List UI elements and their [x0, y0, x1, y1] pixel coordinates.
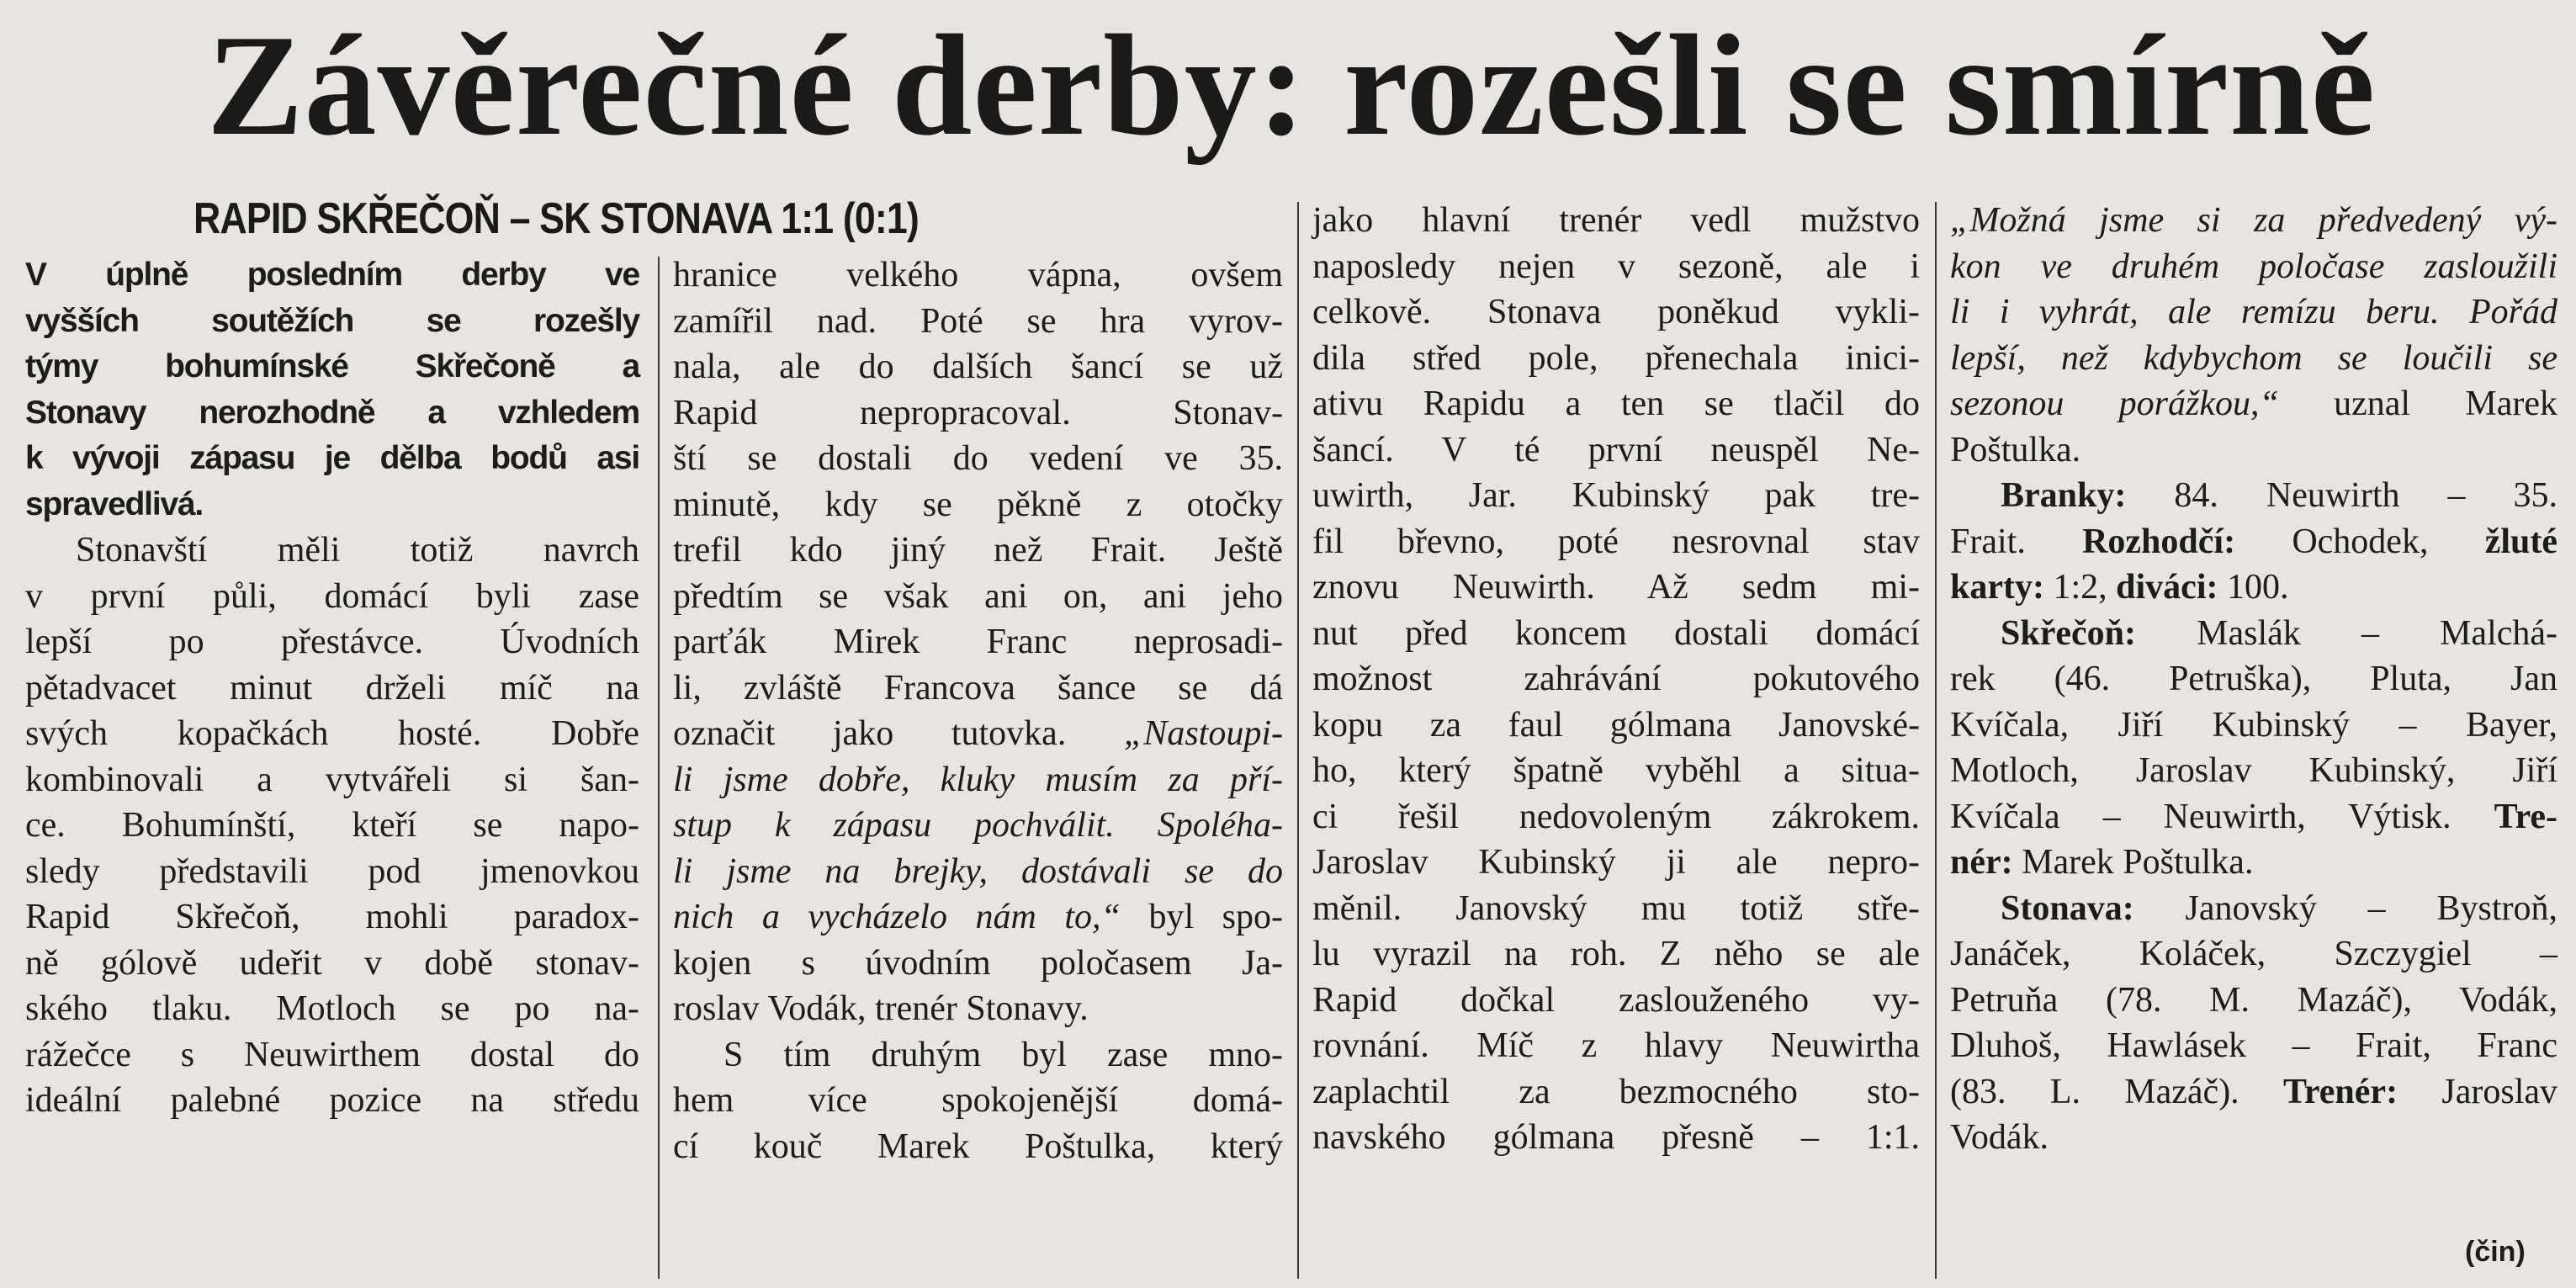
text-line: v první půli, domácí byli zase — [25, 576, 639, 616]
text-line: kombinovali a vytvářeli si šan- — [25, 760, 639, 799]
text-line: možnost zahrávání pokutového — [1312, 660, 1920, 698]
text-line: Dluhoš, Hawlásek – Frait, Franc — [1950, 1026, 2557, 1065]
article-column-2 — [673, 252, 1283, 1169]
text-line: nér: Marek Poštulka. — [1950, 843, 2254, 882]
text-line: parťák Mirek Franc neprosadi- — [673, 623, 1283, 661]
text-line: rovnání. Míč z hlavy Neuwirtha — [1312, 1026, 1920, 1065]
text-line: Petruňa (78. M. Mazáč), Vodák, — [1950, 980, 2557, 1020]
text-line: k vývoji zápasu je dělba bodů asi — [25, 440, 639, 476]
column-rule-3 — [1935, 202, 1937, 1279]
author-byline: (čin) — [2465, 1236, 2526, 1268]
text-line: kojen s úvodním poločasem Ja- — [673, 943, 1283, 983]
text-line: ci řešil nedovoleným zákrokem. — [1312, 797, 1920, 836]
text-line: Kvíčala – Neuwirth, Výtisk. Tre- — [1950, 797, 2558, 836]
text-line: Vodák. — [1950, 1118, 2049, 1157]
text-line: roslav Vodák, trenér Stonavy. — [673, 989, 1089, 1028]
text-line: ce. Bohumínští, kteří se napo- — [25, 806, 639, 845]
text-line: minutě, kdy se pěkně z otočky — [673, 485, 1283, 524]
article-column-3 — [1312, 198, 1920, 1161]
text-line: trefil kdo jiný než Frait. Ještě — [673, 531, 1283, 570]
column-rule-1 — [658, 257, 660, 1279]
text-line: karty: 1:2, diváci: 100. — [1950, 568, 2289, 607]
text-line: lepší po přestávce. Úvodních — [25, 623, 639, 661]
text-line: ského tlaku. Motloch se po na- — [25, 989, 639, 1028]
text-line: šancí. V té první neuspěl Ne- — [1312, 430, 1920, 469]
text-line: dila střed pole, přenechala inici- — [1312, 338, 1920, 378]
text-line: svých kopačkách hosté. Dobře — [25, 714, 639, 753]
text-line: Rapid nepropracoval. Stonav- — [673, 393, 1283, 432]
text-line: navského gólmana přesně – 1:1. — [1312, 1118, 1920, 1157]
article-column-4 — [1950, 198, 2557, 1161]
text-line: rážečce s Neuwirthem dostal do — [25, 1035, 639, 1074]
text-line: cí kouč Marek Poštulka, který — [673, 1126, 1283, 1166]
text-line: stup k zápasu pochválit. Spoléha- — [673, 806, 1283, 845]
text-line: Rapid dočkal zaslouženého vy- — [1312, 980, 1920, 1020]
text-line: předtím se však ani on, ani jeho — [673, 576, 1283, 616]
text-line: lepší, než kdybychom se loučili se — [1950, 338, 2557, 378]
text-line: rek (46. Petruška), Pluta, Jan — [1950, 660, 2557, 698]
text-line: fil břevno, poté nesrovnal stav — [1312, 522, 1920, 561]
text-line: Stonavští měli totiž navrch — [76, 531, 639, 570]
text-line: Jaroslav Kubinský ji ale nepro- — [1312, 843, 1920, 882]
text-line: Frait. Rozhodčí: Ochodek, žluté — [1950, 522, 2557, 561]
text-line: ativu Rapidu a ten se tlačil do — [1312, 384, 1920, 423]
text-line: li jsme dobře, kluky musím za pří- — [673, 760, 1283, 799]
text-line: ně gólově udeřit v době stonav- — [25, 943, 639, 983]
text-line: Stonava: Janovský – Bystroň, — [2001, 888, 2557, 928]
text-line: S tím druhým byl zase mno- — [724, 1035, 1283, 1074]
text-line: li, zvláště Francova šance se dá — [673, 668, 1283, 708]
text-line: ho, který špatně vyběhl a situa- — [1312, 751, 1920, 790]
text-line: Skřečoň: Maslák – Malchá- — [2001, 613, 2558, 653]
text-line: li jsme na brejky, dostávali se do — [673, 851, 1283, 891]
column-rule-2 — [1297, 202, 1299, 1279]
text-line: Branky: 84. Neuwirth – 35. — [2001, 476, 2557, 515]
text-line: V úplně posledním derby ve — [25, 257, 639, 293]
text-line: kopu za faul gólmana Janovské- — [1312, 705, 1920, 745]
text-line: Motloch, Jaroslav Kubinský, Jiří — [1950, 751, 2557, 790]
text-line: Poštulka. — [1950, 430, 2081, 469]
text-line: „Možná jsme si za předvedený vý- — [1950, 201, 2557, 240]
text-line: znovu Neuwirth. Až sedm mi- — [1312, 568, 1920, 607]
text-line: pětadvacet minut drželi míč na — [25, 668, 639, 708]
text-line: hem více spokojenější domá- — [673, 1081, 1283, 1120]
text-line: Janáček, Koláček, Szczygiel – — [1950, 935, 2558, 973]
text-line: měnil. Janovský mu totiž stře- — [1312, 888, 1920, 928]
text-line: li i vyhrát, ale remízu beru. Pořád — [1950, 293, 2557, 331]
text-line: nut před koncem dostali domácí — [1312, 613, 1920, 653]
text-line: nala, ale do dalších šancí se už — [673, 347, 1283, 386]
text-line: nich a vycházelo nám to,“ byl spo- — [673, 898, 1284, 936]
text-line: uwirth, Jar. Kubinský pak tre- — [1312, 476, 1920, 515]
text-line: hranice velkého vápna, ovšem — [673, 256, 1283, 294]
headline: Závěrečné derby: rozešli se smírně — [206, 6, 2377, 166]
text-line: (83. L. Mazáč). Trenér: Jaroslav — [1950, 1072, 2558, 1111]
match-result-subhead: RAPID SKŘEČOŇ – SK STONAVA 1:1 (0:1) — [193, 194, 919, 243]
text-line: sezonou porážkou,“ uznal Marek — [1950, 384, 2557, 423]
article-column-1 — [25, 252, 639, 1124]
text-line: zaplachtil za bezmocného sto- — [1312, 1072, 1920, 1111]
text-line: ští se dostali do vedení ve 35. — [673, 439, 1283, 478]
text-line: Stonavy nerozhodně a vzhledem — [25, 394, 639, 431]
text-line: Kvíčala, Jiří Kubinský – Bayer, — [1950, 705, 2558, 745]
text-line: sledy představili pod jmenovkou — [25, 851, 639, 891]
text-line: ideální palebné pozice na středu — [25, 1081, 639, 1120]
text-line: Rapid Skřečoň, mohli paradox- — [25, 898, 639, 936]
text-line: lu vyrazil na roh. Z něho se ale — [1312, 935, 1920, 973]
text-line: vyšších soutěžích se rozešly — [25, 302, 639, 339]
text-line: naposledy nejen v sezoně, ale i — [1312, 246, 1920, 286]
text-line: spravedlivá. — [25, 485, 204, 522]
text-line: označit jako tutovka. „Nastoupi- — [673, 714, 1283, 753]
text-line: zamířil nad. Poté se hra vyrov- — [673, 301, 1283, 341]
text-line: celkově. Stonava poněkud vykli- — [1312, 293, 1920, 331]
text-line: kon ve druhém poločase zasloužili — [1950, 246, 2557, 286]
text-line: týmy bohumínské Skřečoně a — [25, 348, 639, 384]
text-line: jako hlavní trenér vedl mužstvo — [1312, 201, 1920, 240]
